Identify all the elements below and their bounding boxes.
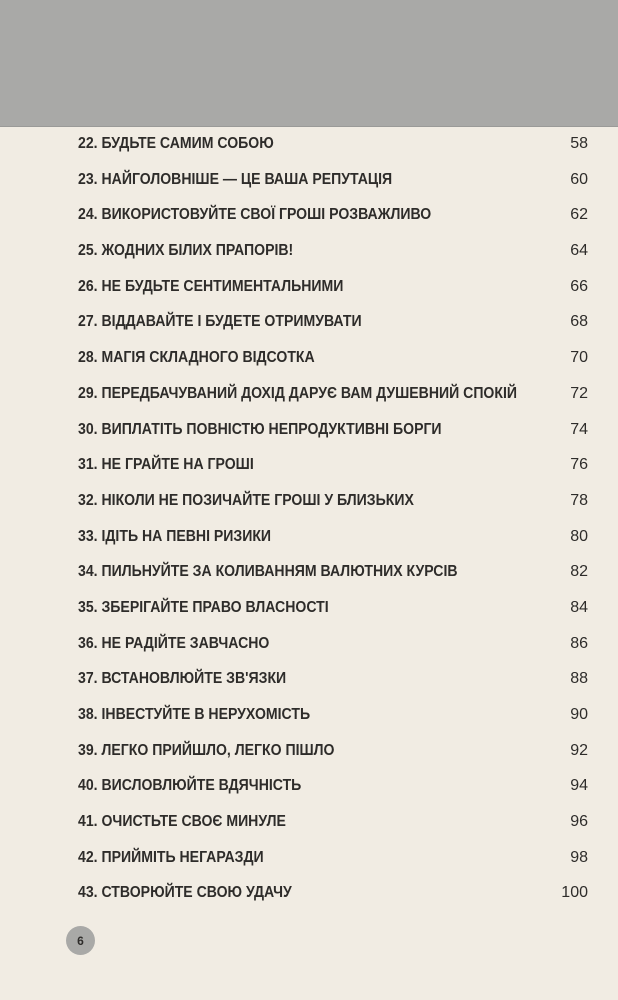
toc-entry <box>78 488 588 524</box>
toc-entry-title: 25. ЖОДНИХ БІЛИХ ПРАПОРІВ! <box>78 242 294 260</box>
toc-entry-title: 34. ПИЛЬНУЙТЕ ЗА КОЛИВАННЯМ ВАЛЮТНИХ КУРСІВ <box>78 563 458 581</box>
toc-entry <box>78 345 588 381</box>
toc-entry-title: 33. ІДІТЬ НА ПЕВНІ РИЗИКИ <box>78 527 272 545</box>
toc-entry-page: 58 <box>570 135 588 152</box>
toc-entry-page: 66 <box>570 277 588 295</box>
toc-entry <box>78 880 588 916</box>
toc-entry-page: 88 <box>570 670 588 688</box>
toc-entry-page: 72 <box>570 384 588 402</box>
toc-entry <box>78 666 588 702</box>
toc-entry-title: 22. БУДЬТЕ САМИМ СОБОЮ <box>78 135 274 152</box>
toc-entry <box>78 309 588 345</box>
toc-entry <box>78 381 588 417</box>
toc-entry-page: 60 <box>570 170 588 188</box>
toc-entry-title: 23. НАЙГОЛОВНІШЕ — ЦЕ ВАША РЕПУТАЦІЯ <box>78 170 393 188</box>
toc-entry-title: 28. МАГІЯ СКЛАДНОГО ВІДСОТКА <box>78 349 315 367</box>
toc-entry-title: 40. ВИСЛОВЛЮЙТЕ ВДЯЧНІСТЬ <box>78 777 302 795</box>
toc-entry <box>78 167 588 203</box>
toc-entry-page: 80 <box>570 527 588 545</box>
toc-entry-title: 31. НЕ ГРАЙТЕ НА ГРОШІ <box>78 456 254 474</box>
toc-entry-page: 100 <box>561 884 588 902</box>
toc-entry-page: 76 <box>570 456 588 474</box>
toc-entry <box>78 274 588 310</box>
toc-entry-page: 74 <box>570 420 588 438</box>
toc-entry-page: 90 <box>570 706 588 723</box>
table-of-contents <box>78 131 588 916</box>
toc-entry <box>78 417 588 453</box>
header-band <box>0 0 618 127</box>
toc-entry <box>78 238 588 274</box>
toc-entry-title: 27. ВІДДАВАЙТЕ І БУДЕТЕ ОТРИМУВАТИ <box>78 313 362 331</box>
toc-entry-page: 62 <box>570 206 588 224</box>
toc-entry-page: 86 <box>570 634 588 652</box>
toc-entry <box>78 738 588 774</box>
toc-entry-page: 78 <box>570 491 588 509</box>
toc-entry-title: 29. ПЕРЕДБАЧУВАНИЙ ДОХІД ДАРУЄ ВАМ ДУШЕВНИЙ СПОКІЙ <box>78 384 518 402</box>
toc-entry <box>78 559 588 595</box>
toc-entry <box>78 845 588 881</box>
toc-entry-title: 36. НЕ РАДІЙТЕ ЗАВЧАСНО <box>78 634 270 652</box>
toc-entry-title: 43. СТВОРЮЙТЕ СВОЮ УДАЧУ <box>78 884 292 902</box>
toc-entry-page: 82 <box>570 563 588 581</box>
toc-entry-title: 32. НІКОЛИ НЕ ПОЗИЧАЙТЕ ГРОШІ У БЛИЗЬКИХ <box>78 491 414 509</box>
toc-entry <box>78 452 588 488</box>
toc-entry-page: 70 <box>570 349 588 367</box>
toc-entry <box>78 773 588 809</box>
toc-entry-title: 26. НЕ БУДЬТЕ СЕНТИМЕНТАЛЬНИМИ <box>78 277 344 295</box>
toc-entry-page: 92 <box>570 741 588 759</box>
toc-entry-page: 84 <box>570 598 588 616</box>
toc-entry <box>78 702 588 738</box>
toc-entry-title: 41. ОЧИСТЬТЕ СВОЄ МИНУЛЕ <box>78 813 286 831</box>
toc-entry-title: 30. ВИПЛАТІТЬ ПОВНІСТЮ НЕПРОДУКТИВНІ БОРГИ <box>78 420 442 438</box>
toc-entry-page: 98 <box>570 848 588 866</box>
toc-entry-title: 39. ЛЕГКО ПРИЙШЛО, ЛЕГКО ПІШЛО <box>78 741 335 759</box>
toc-entry <box>78 809 588 845</box>
toc-entry-page: 68 <box>570 313 588 331</box>
toc-entry <box>78 202 588 238</box>
toc-entry <box>78 524 588 560</box>
toc-entry-title: 42. ПРИЙМІТЬ НЕГАРАЗДИ <box>78 848 264 866</box>
toc-entry-page: 64 <box>570 242 588 260</box>
toc-entry-page: 94 <box>570 777 588 795</box>
toc-entry-page: 96 <box>570 813 588 831</box>
toc-entry-title: 38. ІНВЕСТУЙТЕ В НЕРУХОМІСТЬ <box>78 706 311 723</box>
toc-entry <box>78 595 588 631</box>
toc-entry <box>78 131 588 167</box>
page-number: 6 <box>66 926 95 955</box>
toc-entry-title: 24. ВИКОРИСТОВУЙТЕ СВОЇ ГРОШІ РОЗВАЖЛИВО <box>78 206 432 224</box>
toc-entry-title: 37. ВСТАНОВЛЮЙТЕ ЗВ'ЯЗКИ <box>78 670 287 688</box>
toc-entry <box>78 631 588 667</box>
toc-entry-title: 35. ЗБЕРІГАЙТЕ ПРАВО ВЛАСНОСТІ <box>78 598 329 616</box>
